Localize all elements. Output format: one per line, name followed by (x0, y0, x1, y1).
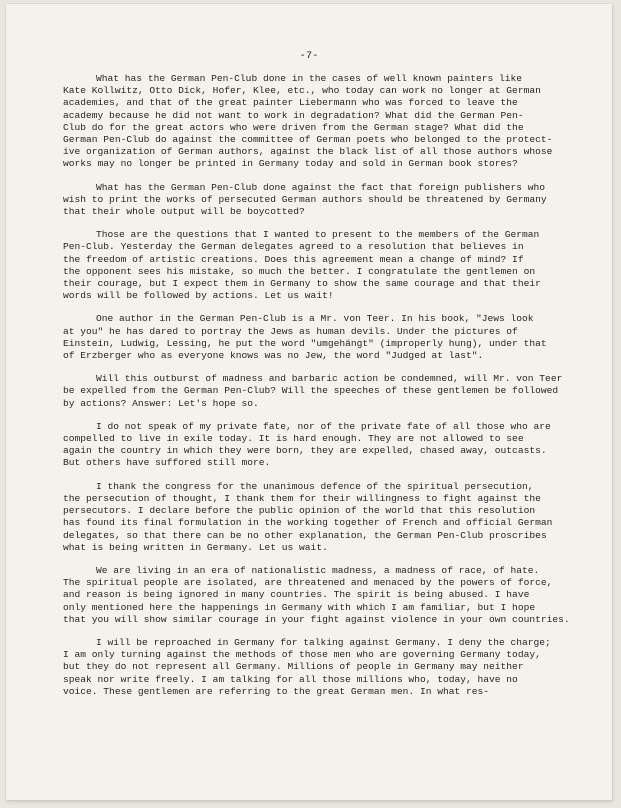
text-line: the freedom of artistic creations. Does this agreement mean a change of mind? If (63, 253, 524, 265)
paragraph (63, 373, 595, 410)
text-line: at you" he has dared to portray the Jews as human devils. Under the pictures of (63, 325, 518, 337)
text-line: voice. These gentlemen are referring to the great German men. In what res- (63, 685, 490, 697)
page-number: -7- (299, 50, 319, 62)
text-line: I am only turning against the methods of those men who are governing Germany today, (63, 649, 541, 661)
text-line: delegates, so that there can be no other explanation, the German Pen-Club proscribes (63, 529, 547, 541)
text-line: Those are the questions that I wanted to present to the members of the German (96, 229, 540, 241)
document-page (6, 4, 612, 800)
text-line: that their whole output will be boycotted? (63, 206, 305, 218)
text-line: the opponent sees his mistake, so much the better. I congratulate the gentlemen on (63, 265, 536, 277)
paragraph (63, 421, 595, 470)
text-line: has found its final formulation in the working together of French and official German (63, 517, 553, 529)
text-line: Kate Kollwitz, Otto Dick, Hofer, Klee, etc., who today can work no longer at German (63, 85, 541, 97)
text-line: of Erzberger who as everyone knows was no Jew, the word "Judged at last". (63, 350, 484, 362)
text-line: and reason is being ignored in many countries. The spirit is being abused. I have (63, 589, 530, 601)
text-line: The spiritual people are isolated, are threatened and menaced by the powers of force, (63, 577, 553, 589)
text-line: What has the German Pen-Club done against the fact that foreign publishers who (96, 181, 546, 193)
text-line: words will be followed by actions. Let us wait! (63, 290, 334, 302)
text-line: academy because he did not want to work in degradation? What did the German Pen- (63, 109, 524, 121)
text-line: the persecution of thought, I thank them for their willingness to fight against the (63, 492, 541, 504)
text-line: I will be reproached in Germany for talking against Germany. I deny the charge; (96, 636, 551, 648)
text-line: Will this outburst of madness and barbaric action be condemned, will Mr. von Teer (96, 373, 563, 385)
text-line: their courage, but I expect them in Germany to show the same courage and that their (63, 278, 541, 290)
paragraph (63, 313, 595, 362)
text-line: works may no longer be printed in Germany today and sold in German book stores? (63, 158, 518, 170)
text-line: But others have suffored still more. (63, 457, 271, 469)
text-line: what is being written in Germany. Let us wait. (63, 541, 328, 553)
text-line: persecutors. I declare before the public opinion of the world that this resolution (63, 505, 536, 517)
paragraph (63, 182, 595, 219)
paragraph (63, 229, 595, 302)
text-line: academies, and that of the great painter Liebermann who was forced to leave the (63, 97, 518, 109)
text-line: only mentioned here the happenings in Germany with which I am familiar, but I hope (63, 601, 536, 613)
document-body (63, 73, 595, 709)
text-line: We are living in an era of nationalistic madness, a madness of race, of hate. (96, 564, 540, 576)
text-line: Einstein, Ludwig, Lessing, he put the word "umgehängt" (improperly hung), under that (63, 337, 547, 349)
text-line: German Pen-Club do against the committee of German poets who belonged to the protect- (63, 134, 553, 146)
text-line: by actions? Answer: Let's hope so. (63, 397, 259, 409)
text-line: Pen-Club. Yesterday the German delegates agreed to a resolution that believes in (63, 241, 524, 253)
text-line: I do not speak of my private fate, nor of the private fate of all those who are (96, 420, 551, 432)
text-line: again the country in which they were born, they are expelled, chased away, outcasts. (63, 445, 547, 457)
text-line: One author in the German Pen-Club is a Mr. von Teer. In his book, "Jews look (96, 313, 534, 325)
paragraph (63, 481, 595, 554)
paragraph (63, 565, 595, 626)
text-line: wish to print the works of persecuted German authors should be threatened by Germany (63, 193, 547, 205)
text-line: compelled to live in exile today. It is hard enough. They are not allowed to see (63, 433, 524, 445)
text-line: I thank the congress for the unanimous defence of the spiritual persecution, (96, 480, 534, 492)
text-line: that you will show similar courage in your fight against violence in your own countries. (63, 613, 570, 625)
text-line: but they do not represent all Germany. Millions of people in Germany may neither (63, 661, 524, 673)
text-line: ive organization of German authors, against the black list of all those authors whose (63, 146, 553, 158)
text-line: speak nor write freely. I am talking for all those millions who, today, have no (63, 673, 518, 685)
paragraph (63, 637, 595, 698)
text-line: be expelled from the German Pen-Club? Will the speeches of these gentlemen be followed (63, 385, 559, 397)
text-line: Club do for the great actors who were driven from the German stage? What did the (63, 121, 524, 133)
text-line: What has the German Pen-Club done in the cases of well known painters like (96, 73, 523, 84)
paragraph (63, 73, 595, 171)
